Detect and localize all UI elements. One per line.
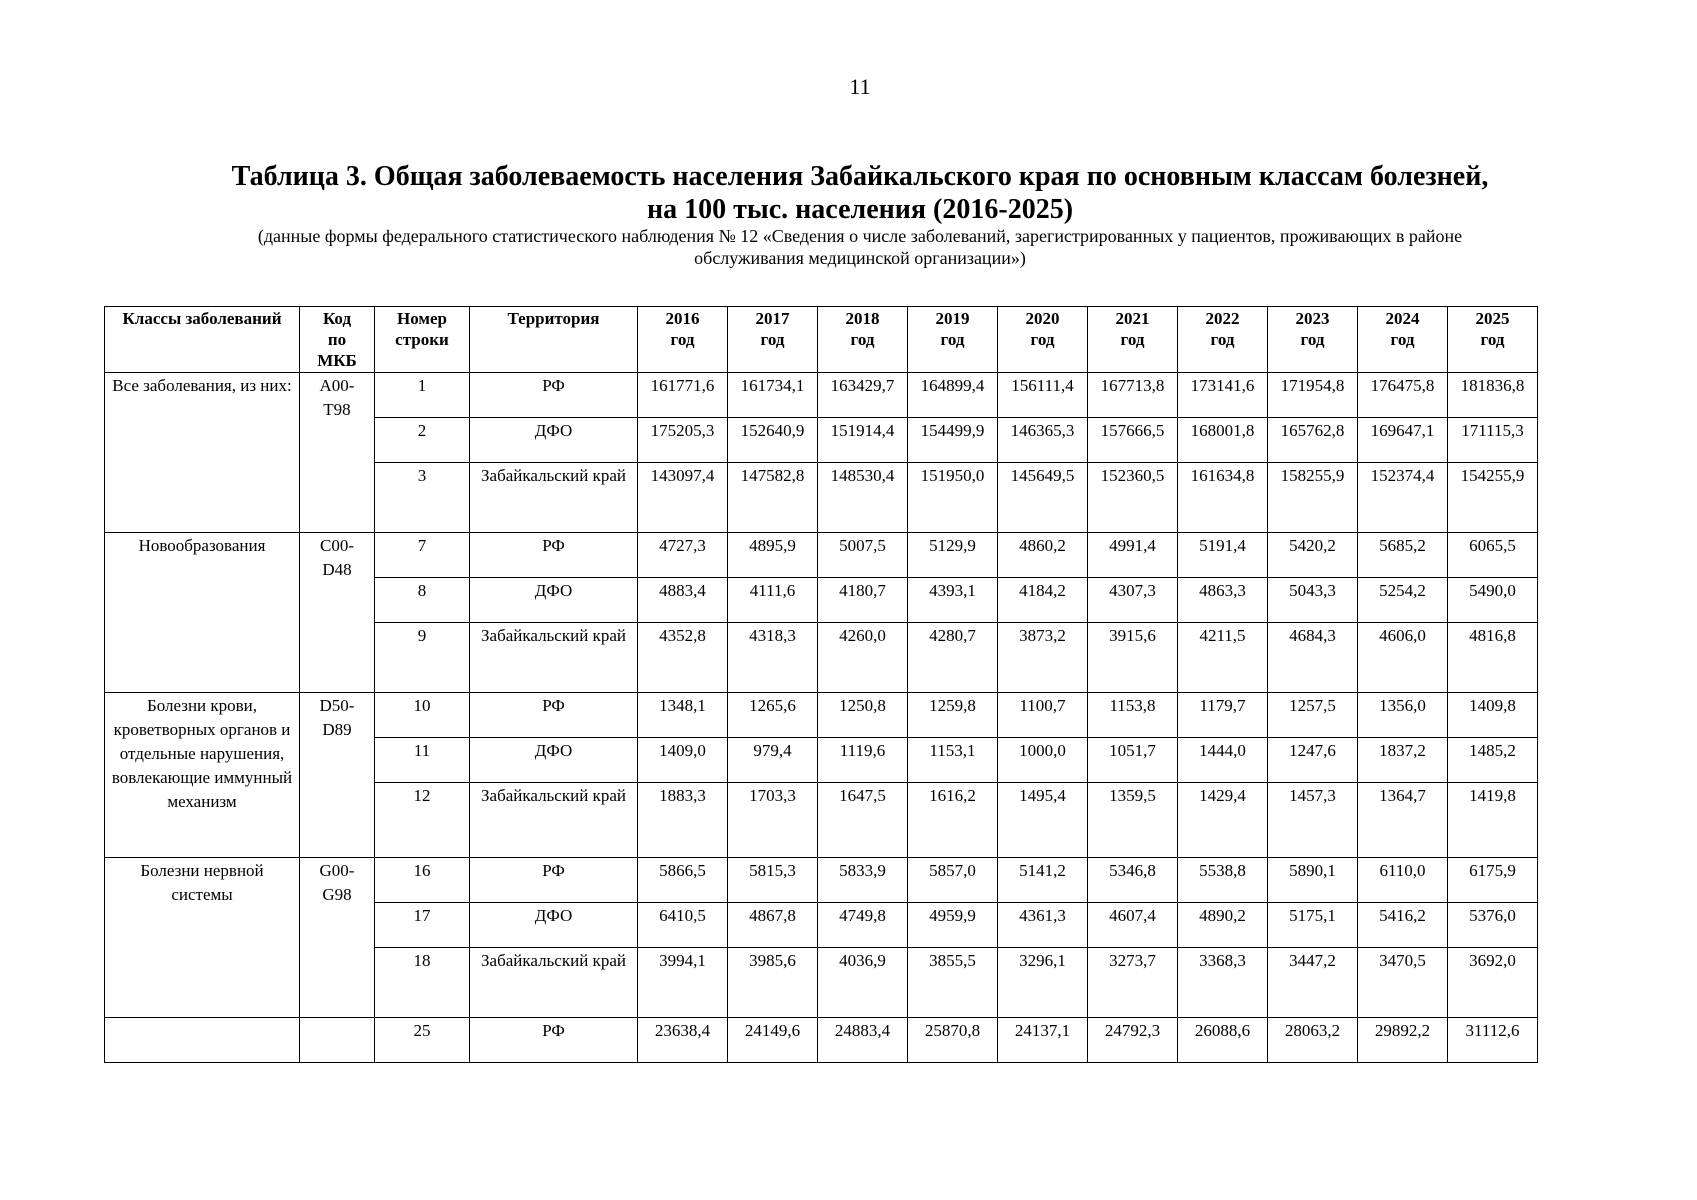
value-cell: 4180,7 — [818, 578, 908, 623]
table-row — [105, 858, 1538, 903]
header-year-value: 2022 — [1205, 309, 1240, 328]
value-cell: 146365,3 — [998, 418, 1088, 463]
value-cell: 5490,0 — [1448, 578, 1538, 623]
value-cell: 31112,6 — [1448, 1018, 1538, 1063]
header-row-number-line: Номер — [397, 309, 447, 328]
value-cell: 1000,0 — [998, 738, 1088, 783]
value-cell: 1647,5 — [818, 783, 908, 858]
value-cell: 4361,3 — [998, 903, 1088, 948]
territory-cell: РФ — [470, 693, 638, 738]
header-year-unit: год — [670, 330, 695, 349]
value-cell: 5376,0 — [1448, 903, 1538, 948]
value-cell: 5129,9 — [908, 533, 998, 578]
value-cell: 1348,1 — [638, 693, 728, 738]
value-cell: 979,4 — [728, 738, 818, 783]
value-cell: 4260,0 — [818, 623, 908, 693]
value-cell: 168001,8 — [1178, 418, 1268, 463]
icd-code-cell — [300, 533, 375, 693]
value-cell: 154255,9 — [1448, 463, 1538, 533]
value-cell: 1051,7 — [1088, 738, 1178, 783]
value-cell: 4883,4 — [638, 578, 728, 623]
value-cell: 5141,2 — [998, 858, 1088, 903]
row-number-cell: 16 — [375, 858, 470, 903]
value-cell: 5043,3 — [1268, 578, 1358, 623]
table-row — [105, 1018, 1538, 1063]
value-cell: 4959,9 — [908, 903, 998, 948]
value-cell: 1257,5 — [1268, 693, 1358, 738]
value-cell: 161634,8 — [1178, 463, 1268, 533]
table-title-line-2: на 100 тыс. населения (2016-2025) — [646, 194, 1074, 225]
value-cell: 1119,6 — [818, 738, 908, 783]
header-icd-code-line: по — [327, 330, 347, 349]
table-row — [105, 693, 1538, 738]
territory-cell: РФ — [470, 373, 638, 418]
header-year-unit: год — [1120, 330, 1145, 349]
value-cell: 4393,1 — [908, 578, 998, 623]
territory-cell: ДФО — [470, 578, 638, 623]
territory-cell: РФ — [470, 1018, 638, 1063]
disease-class-cell: Новообразования — [105, 533, 300, 693]
value-cell: 4184,2 — [998, 578, 1088, 623]
value-cell: 26088,6 — [1178, 1018, 1268, 1063]
value-cell: 4318,3 — [728, 623, 818, 693]
territory-cell: Забайкальский край — [470, 463, 638, 533]
value-cell: 5416,2 — [1358, 903, 1448, 948]
value-cell: 28063,2 — [1268, 1018, 1358, 1063]
disease-class-cell: Болезни нервной системы — [105, 858, 300, 1018]
icd-code-line: D89 — [322, 720, 352, 739]
value-cell: 147582,8 — [728, 463, 818, 533]
value-cell: 171954,8 — [1268, 373, 1358, 418]
row-number-cell: 12 — [375, 783, 470, 858]
value-cell: 1364,7 — [1358, 783, 1448, 858]
header-row-number — [375, 307, 470, 373]
value-cell: 4867,8 — [728, 903, 818, 948]
value-cell: 3985,6 — [728, 948, 818, 1018]
value-cell: 163429,7 — [818, 373, 908, 418]
value-cell: 3470,5 — [1358, 948, 1448, 1018]
value-cell: 1359,5 — [1088, 783, 1178, 858]
header-year — [1178, 307, 1268, 373]
row-number-cell: 18 — [375, 948, 470, 1018]
value-cell: 25870,8 — [908, 1018, 998, 1063]
header-year-value: 2020 — [1025, 309, 1060, 328]
value-cell: 1495,4 — [998, 783, 1088, 858]
value-cell: 4280,7 — [908, 623, 998, 693]
value-cell: 152374,4 — [1358, 463, 1448, 533]
value-cell: 151914,4 — [818, 418, 908, 463]
value-cell: 4606,0 — [1358, 623, 1448, 693]
value-cell: 1250,8 — [818, 693, 908, 738]
table-title-line-1: Таблица 3. Общая заболеваемость населения Забайкальского края по основным классам болезней, — [231, 161, 1489, 192]
header-row — [105, 307, 1538, 373]
value-cell: 1356,0 — [1358, 693, 1448, 738]
header-year — [998, 307, 1088, 373]
value-cell: 1883,3 — [638, 783, 728, 858]
value-cell: 5007,5 — [818, 533, 908, 578]
territory-cell: Забайкальский край — [470, 948, 638, 1018]
value-cell: 6110,0 — [1358, 858, 1448, 903]
value-cell: 152360,5 — [1088, 463, 1178, 533]
value-cell: 1259,8 — [908, 693, 998, 738]
header-year-value: 2023 — [1295, 309, 1330, 328]
icd-code-line: C00- — [320, 536, 354, 555]
value-cell: 3915,6 — [1088, 623, 1178, 693]
value-cell: 5254,2 — [1358, 578, 1448, 623]
header-year-value: 2024 — [1385, 309, 1420, 328]
header-year-value: 2017 — [755, 309, 790, 328]
icd-code-line: D50- — [319, 696, 355, 715]
value-cell: 23638,4 — [638, 1018, 728, 1063]
row-number-cell: 25 — [375, 1018, 470, 1063]
value-cell: 1409,8 — [1448, 693, 1538, 738]
value-cell: 5175,1 — [1268, 903, 1358, 948]
header-year — [1358, 307, 1448, 373]
value-cell: 173141,6 — [1178, 373, 1268, 418]
value-cell: 1703,3 — [728, 783, 818, 858]
value-cell: 169647,1 — [1358, 418, 1448, 463]
icd-code-line: G00- — [319, 861, 355, 880]
header-year-value: 2021 — [1115, 309, 1150, 328]
value-cell: 24137,1 — [998, 1018, 1088, 1063]
header-row-number-line: строки — [395, 330, 449, 349]
value-cell: 5866,5 — [638, 858, 728, 903]
header-year-value: 2019 — [935, 309, 970, 328]
header-territory: Территория — [470, 307, 638, 373]
value-cell: 1457,3 — [1268, 783, 1358, 858]
header-year-value: 2016 — [665, 309, 700, 328]
value-cell: 24792,3 — [1088, 1018, 1178, 1063]
value-cell: 4816,8 — [1448, 623, 1538, 693]
value-cell: 5346,8 — [1088, 858, 1178, 903]
value-cell: 24883,4 — [818, 1018, 908, 1063]
value-cell: 3296,1 — [998, 948, 1088, 1018]
table-body — [105, 373, 1538, 1063]
value-cell: 4307,3 — [1088, 578, 1178, 623]
value-cell: 4036,9 — [818, 948, 908, 1018]
value-cell: 3368,3 — [1178, 948, 1268, 1018]
value-cell: 3447,2 — [1268, 948, 1358, 1018]
header-icd-code-line: МКБ — [317, 351, 357, 370]
value-cell: 176475,8 — [1358, 373, 1448, 418]
territory-cell: Забайкальский край — [470, 623, 638, 693]
table-title — [120, 160, 1600, 226]
value-cell: 24149,6 — [728, 1018, 818, 1063]
icd-code-cell — [300, 373, 375, 533]
value-cell: 164899,4 — [908, 373, 998, 418]
header-year-unit: год — [760, 330, 785, 349]
value-cell: 4749,8 — [818, 903, 908, 948]
row-number-cell: 7 — [375, 533, 470, 578]
value-cell: 1616,2 — [908, 783, 998, 858]
disease-class-cell: Болезни крови, кроветворных органов и отдельные нарушения, вовлекающие иммунный механизм — [105, 693, 300, 858]
value-cell: 3873,2 — [998, 623, 1088, 693]
value-cell: 171115,3 — [1448, 418, 1538, 463]
territory-cell: ДФО — [470, 418, 638, 463]
header-year — [1268, 307, 1358, 373]
value-cell: 1153,1 — [908, 738, 998, 783]
row-number-cell: 1 — [375, 373, 470, 418]
value-cell: 154499,9 — [908, 418, 998, 463]
value-cell: 161734,1 — [728, 373, 818, 418]
header-year-unit: год — [1300, 330, 1325, 349]
territory-cell: Забайкальский край — [470, 783, 638, 858]
value-cell: 181836,8 — [1448, 373, 1538, 418]
value-cell: 158255,9 — [1268, 463, 1358, 533]
value-cell: 1419,8 — [1448, 783, 1538, 858]
value-cell: 157666,5 — [1088, 418, 1178, 463]
table-subtitle — [120, 225, 1600, 269]
header-year — [1448, 307, 1538, 373]
header-year — [908, 307, 998, 373]
row-number-cell: 8 — [375, 578, 470, 623]
value-cell: 5685,2 — [1358, 533, 1448, 578]
row-number-cell: 11 — [375, 738, 470, 783]
header-year-unit: год — [1390, 330, 1415, 349]
header-year-unit: год — [1210, 330, 1235, 349]
header-year — [818, 307, 908, 373]
value-cell: 4211,5 — [1178, 623, 1268, 693]
header-year — [1088, 307, 1178, 373]
value-cell: 161771,6 — [638, 373, 728, 418]
icd-code-line: G98 — [322, 885, 352, 904]
value-cell: 143097,4 — [638, 463, 728, 533]
value-cell: 6410,5 — [638, 903, 728, 948]
value-cell: 4863,3 — [1178, 578, 1268, 623]
disease-class-cell — [105, 1018, 300, 1063]
header-icd-code — [300, 307, 375, 373]
value-cell: 1837,2 — [1358, 738, 1448, 783]
icd-code-line: A00- — [319, 376, 355, 395]
value-cell: 6175,9 — [1448, 858, 1538, 903]
value-cell: 151950,0 — [908, 463, 998, 533]
header-year-unit: год — [1030, 330, 1055, 349]
icd-code-cell — [300, 858, 375, 1018]
value-cell: 4860,2 — [998, 533, 1088, 578]
value-cell: 4684,3 — [1268, 623, 1358, 693]
value-cell: 4607,4 — [1088, 903, 1178, 948]
value-cell: 1409,0 — [638, 738, 728, 783]
disease-class-cell: Все заболевания, из них: — [105, 373, 300, 533]
value-cell: 29892,2 — [1358, 1018, 1448, 1063]
header-year-unit: год — [940, 330, 965, 349]
value-cell: 5420,2 — [1268, 533, 1358, 578]
value-cell: 1100,7 — [998, 693, 1088, 738]
value-cell: 4890,2 — [1178, 903, 1268, 948]
morbidity-table — [104, 306, 1538, 1063]
territory-cell: ДФО — [470, 903, 638, 948]
value-cell: 145649,5 — [998, 463, 1088, 533]
value-cell: 1153,8 — [1088, 693, 1178, 738]
table-subtitle-line-2: обслуживания медицинской организации») — [694, 248, 1026, 268]
header-year-unit: год — [850, 330, 875, 349]
value-cell: 3994,1 — [638, 948, 728, 1018]
row-number-cell: 10 — [375, 693, 470, 738]
value-cell: 156111,4 — [998, 373, 1088, 418]
value-cell: 5890,1 — [1268, 858, 1358, 903]
value-cell: 3273,7 — [1088, 948, 1178, 1018]
value-cell: 5833,9 — [818, 858, 908, 903]
value-cell: 1265,6 — [728, 693, 818, 738]
header-year — [638, 307, 728, 373]
value-cell: 152640,9 — [728, 418, 818, 463]
value-cell: 1247,6 — [1268, 738, 1358, 783]
value-cell: 5815,3 — [728, 858, 818, 903]
header-disease-class: Классы заболеваний — [105, 307, 300, 373]
header-year-unit: год — [1480, 330, 1505, 349]
header-year-value: 2025 — [1475, 309, 1510, 328]
value-cell: 1429,4 — [1178, 783, 1268, 858]
header-icd-code-line: Код — [322, 309, 352, 328]
value-cell: 4111,6 — [728, 578, 818, 623]
value-cell: 175205,3 — [638, 418, 728, 463]
icd-code-line: T98 — [323, 400, 351, 419]
territory-cell: ДФО — [470, 738, 638, 783]
table-row — [105, 533, 1538, 578]
value-cell: 1485,2 — [1448, 738, 1538, 783]
value-cell: 1179,7 — [1178, 693, 1268, 738]
value-cell: 4895,9 — [728, 533, 818, 578]
value-cell: 165762,8 — [1268, 418, 1358, 463]
row-number-cell: 17 — [375, 903, 470, 948]
value-cell: 167713,8 — [1088, 373, 1178, 418]
territory-cell: РФ — [470, 533, 638, 578]
value-cell: 5191,4 — [1178, 533, 1268, 578]
row-number-cell: 3 — [375, 463, 470, 533]
value-cell: 4727,3 — [638, 533, 728, 578]
value-cell: 3855,5 — [908, 948, 998, 1018]
value-cell: 3692,0 — [1448, 948, 1538, 1018]
row-number-cell: 2 — [375, 418, 470, 463]
value-cell: 4352,8 — [638, 623, 728, 693]
icd-code-cell — [300, 693, 375, 858]
value-cell: 148530,4 — [818, 463, 908, 533]
value-cell: 1444,0 — [1178, 738, 1268, 783]
icd-code-line: D48 — [322, 560, 352, 579]
territory-cell: РФ — [470, 858, 638, 903]
table-row — [105, 373, 1538, 418]
value-cell: 6065,5 — [1448, 533, 1538, 578]
header-year — [728, 307, 818, 373]
value-cell: 5538,8 — [1178, 858, 1268, 903]
row-number-cell: 9 — [375, 623, 470, 693]
header-year-value: 2018 — [845, 309, 880, 328]
value-cell: 4991,4 — [1088, 533, 1178, 578]
icd-code-cell — [300, 1018, 375, 1063]
value-cell: 5857,0 — [908, 858, 998, 903]
page-number: 11 — [849, 74, 871, 99]
table-subtitle-line-1: (данные формы федерального статистического наблюдения № 12 «Сведения о числе заболеваний, зарегистрированных у пациентов, проживающих в районе — [257, 226, 1463, 246]
